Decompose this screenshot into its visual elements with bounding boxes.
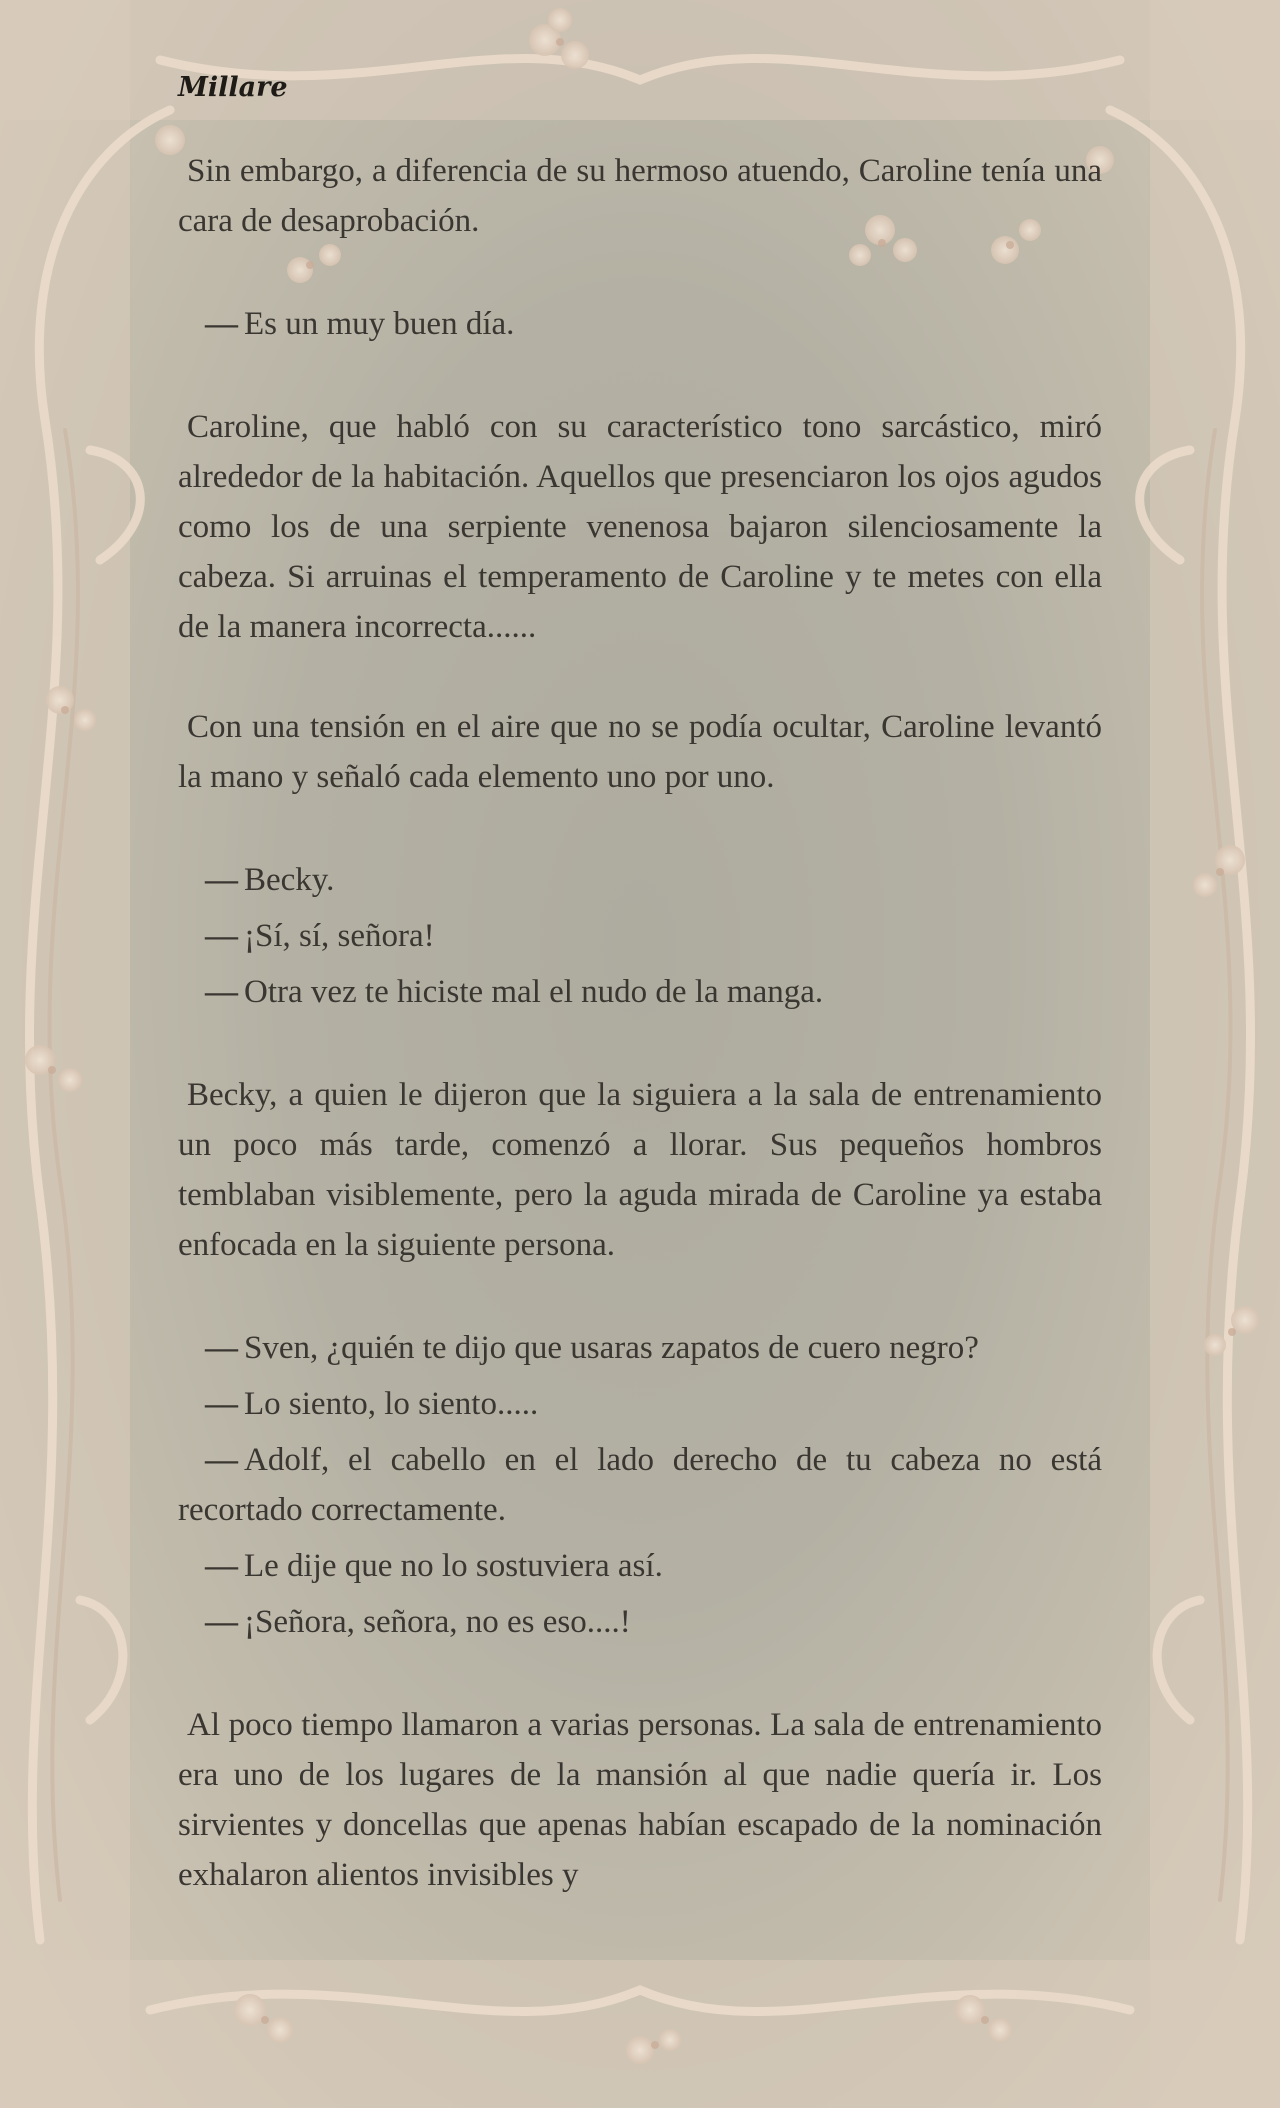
dialogue-line: — Es un muy buen día.	[205, 306, 515, 342]
dialogue-group	[178, 852, 1102, 1020]
dialogue-line: — Sven, ¿quién te dijo que usaras zapatos de cuero negro?	[205, 1330, 979, 1366]
em-dash: —	[205, 1604, 236, 1640]
dialogue-line: — Adolf, el cabello en el lado derecho de tu cabeza no está recortado correctamente.	[178, 1442, 1102, 1528]
em-dash: —	[205, 1548, 236, 1584]
em-dash: —	[205, 974, 236, 1010]
running-header-author: Millare	[178, 72, 288, 103]
dialogue-group	[178, 296, 1102, 352]
dialogue-group	[178, 1320, 1102, 1650]
em-dash: —	[205, 1386, 236, 1422]
dialogue-line: — Becky.	[205, 862, 335, 898]
em-dash: —	[205, 306, 236, 342]
em-dash: —	[205, 862, 236, 898]
paragraph: Becky, a quien le dijeron que la siguiera a la sala de entrenamiento un poco más tarde, comenzó a llorar. Sus pequeños hombros temblaban visiblemente, pero la aguda mirada de Caroline ya estaba enfocada en la siguiente persona.	[178, 1077, 1102, 1263]
dialogue-line: — Otra vez te hiciste mal el nudo de la manga.	[205, 974, 824, 1010]
paragraph: Al poco tiempo llamaron a varias personas. La sala de entrenamiento era uno de los lugares de la mansión al que nadie quería ir. Los sirvientes y doncellas que apenas habían escapado de la nominación exhalaron alientos invisibles y	[178, 1707, 1102, 1893]
em-dash: —	[205, 918, 236, 954]
paragraph: Con una tensión en el aire que no se podía ocultar, Caroline levantó la mano y señaló cada elemento uno por uno.	[178, 709, 1102, 795]
em-dash: —	[205, 1330, 236, 1366]
page-text	[178, 146, 1102, 1900]
dialogue-line: — ¡Señora, señora, no es eso....!	[205, 1604, 631, 1640]
em-dash: —	[205, 1442, 236, 1478]
dialogue-line: — ¡Sí, sí, señora!	[205, 918, 435, 954]
paragraph: Caroline, que habló con su característico tono sarcástico, miró alrededor de la habitación. Aquellos que presenciaron los ojos agudos como los de una serpiente venenosa bajaron silenciosamente la cabeza. Si arruinas el temperamento de Caroline y te metes con ella de la manera incorrecta......	[178, 409, 1102, 645]
paragraph: Sin embargo, a diferencia de su hermoso atuendo, Caroline tenía una cara de desaprobación.	[178, 153, 1102, 239]
dialogue-line: — Le dije que no lo sostuviera así.	[205, 1548, 663, 1584]
dialogue-line: — Lo siento, lo siento.....	[205, 1386, 539, 1422]
